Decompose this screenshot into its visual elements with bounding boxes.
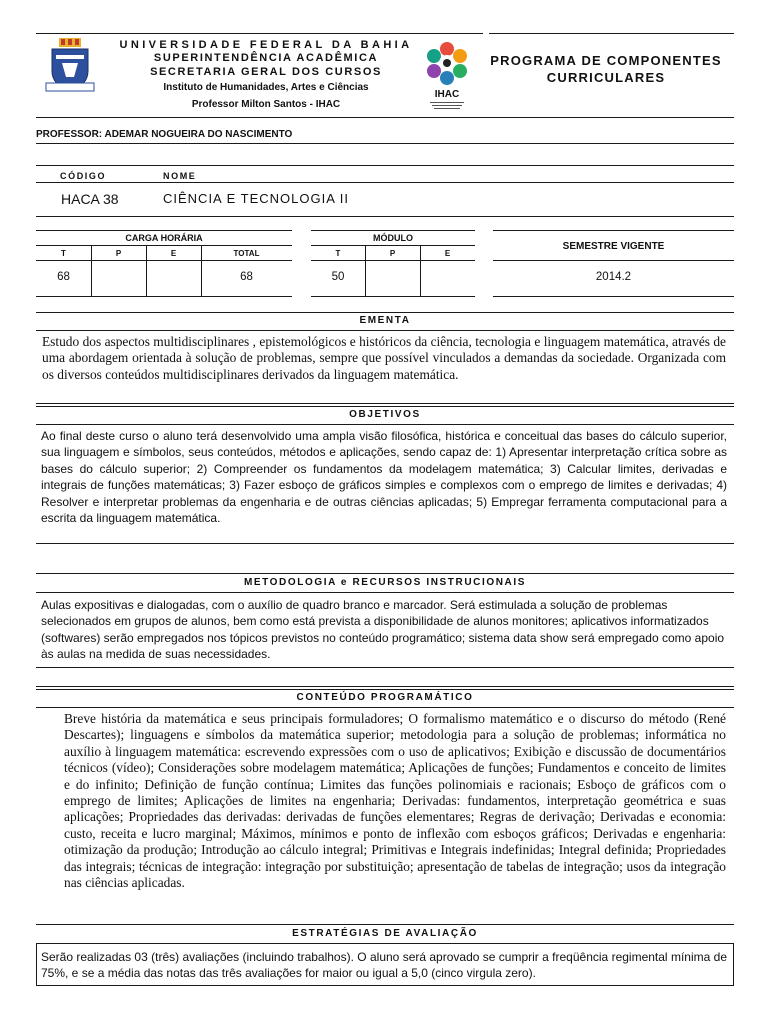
program-title-line2: CURRICULARES	[546, 70, 666, 85]
course-code: HACA 38	[61, 191, 119, 207]
program-title	[484, 53, 728, 85]
institute-subtitle: Professor Milton Santos - IHAC	[191, 99, 341, 110]
carga-col-p: P	[115, 249, 122, 258]
conteudo-title: CONTEÚDO PROGRAMÁTICO	[296, 692, 474, 703]
carga-col-total: TOTAL	[233, 249, 260, 258]
ihac-logo	[424, 40, 470, 104]
carga-col-e: E	[170, 249, 177, 258]
code-label: CÓDIGO	[60, 171, 107, 181]
ihac-logo-text: IHAC	[434, 89, 460, 100]
modulo-col-t: T	[335, 249, 341, 258]
ementa-text: Estudo dos aspectos multidisciplinares , epistemológicos e históricos da ciência, tecnologia e linguagem matemática, através de uma abordagem orientada à solução de problemas, sempre que possível vinculados a demandas da sociedade. Organizada com os diversos conteúdos multidisciplinares derivados da linguagem matemática.	[42, 334, 726, 382]
metodologia-title: METODOLOGIA e RECURSOS INSTRUCIONAIS	[243, 577, 527, 588]
semestre-vigente-value: 2014.2	[595, 271, 632, 283]
program-title-line1: PROGRAMA DE COMPONENTES	[490, 53, 722, 68]
carga-value-t: 68	[57, 271, 70, 283]
ihac-flower-icon	[424, 40, 470, 86]
professor-line	[36, 129, 292, 140]
modulo-value-t: 50	[331, 271, 345, 283]
carga-value-total: 68	[240, 271, 253, 283]
carga-horaria-label: CARGA HORÁRIA	[125, 233, 203, 243]
conteudo-text: Breve história da matemática e seus principais formuladores; O formalismo matemático e o discurso do método (René Descartes); linguagens e símbolos da matemática superior; metodologia para a solução de problemas; informática no auxílio à linguagem matemática: escrevendo expressões com o uso de aplicativos; Exibição e discussão de documentários técnicos (vídeo); Considerações sobre modelagem matemática; Aplicações de funções; Fundamentos e conceito de limites e do infinito; Definição de função contínua; Limites das funções polinomiais e racionais; Esboço de gráficos com o emprego de limites; Aplicações de limites na engenharia; Derivadas: fundamentos, interpretação geométrica e suas aplicações; Propriedades das derivadas: derivadas de funções elementares; Regras de derivação; Derivadas e economia: custo, receita e lucro marginal; Máximos, mínimos e ponto de inflexão com esboços gráficos; Derivadas e engenharia: otimização da produção; Introdução ao cálculo integral; Primitivas e Integrais indefinidas; Integral definida; Propriedades das integrais; técnicas de integração: integração por substituição; apresentação de tabelas de integração; usos da integração nas ciências aplicadas.	[64, 711, 726, 891]
semestre-vigente-label: SEMESTRE VIGENTE	[562, 241, 665, 252]
superintendency-name: SUPERINTENDÊNCIA ACADÊMICA	[153, 52, 379, 64]
modulo-label: MÓDULO	[373, 233, 413, 243]
ufba-crest-logo	[44, 37, 96, 95]
name-label: NOME	[163, 171, 197, 181]
carga-col-t: T	[61, 249, 66, 258]
metodologia-text: Aulas expositivas e dialogadas, com o auxílio de quadro branco e marcador. Será estimulada a solução de problemas selecionados em grupos de alunos, bem como está prevista a disponibilidade de alunos monitores; aplicativos informatizados (softwares) serão empregados nos tópicos previstos no conteúdo programático; sistema data show será empregado como apoio às aulas na medida de suas necessidades.	[41, 598, 725, 662]
ementa-title: EMENTA	[359, 315, 411, 326]
objetivos-title: OBJETIVOS	[349, 409, 421, 420]
avaliacao-text: Serão realizadas 03 (três) avaliações (incluindo trabalhos). O aluno será aprovado se cumprir a freqüência regimental mínima de 75%, e se a média das notas das três avaliações for maior ou igual a 5,0 (cinco virgula zero).	[41, 950, 727, 981]
professor-name: ADEMAR NOGUEIRA DO NASCIMENTO	[104, 129, 293, 140]
professor-label: PROFESSOR:	[36, 129, 103, 140]
course-name: CIÊNCIA E TECNOLOGIA II	[163, 191, 350, 206]
institute-name: Instituto de Humanidades, Artes e Ciências	[163, 82, 369, 93]
secretariat-name: SECRETARIA GERAL DOS CURSOS	[150, 66, 382, 78]
modulo-col-e: E	[444, 249, 451, 258]
university-name: UNIVERSIDADE FEDERAL DA BAHIA	[119, 39, 413, 51]
objetivos-text: Ao final deste curso o aluno terá desenvolvido uma ampla visão filosófica, histórica e conceitual das bases do cálculo superior, sua linguagem e símbolos, seus conteúdos, métodos e aplicações, sendo capaz de: 1) Apresentar interpretação crítica sobre as bases do cálculo superior; 2) Compreender os fundamentos da modelagem matemática; 3) Calcular limites, derivadas e integrais de funções matemáticas; 3) Fazer esboço de gráficos simples e complexos com o emprego de limites e derivadas; 4) Resolver e interpretar problemas da engenharia e de outras ciências aplicadas; 5) Empregar ferramenta computacional para a escrita da linguagem matemática.	[41, 429, 727, 526]
modulo-col-p: P	[389, 249, 396, 258]
avaliacao-title: ESTRATÉGIAS DE AVALIAÇÃO	[292, 928, 478, 939]
